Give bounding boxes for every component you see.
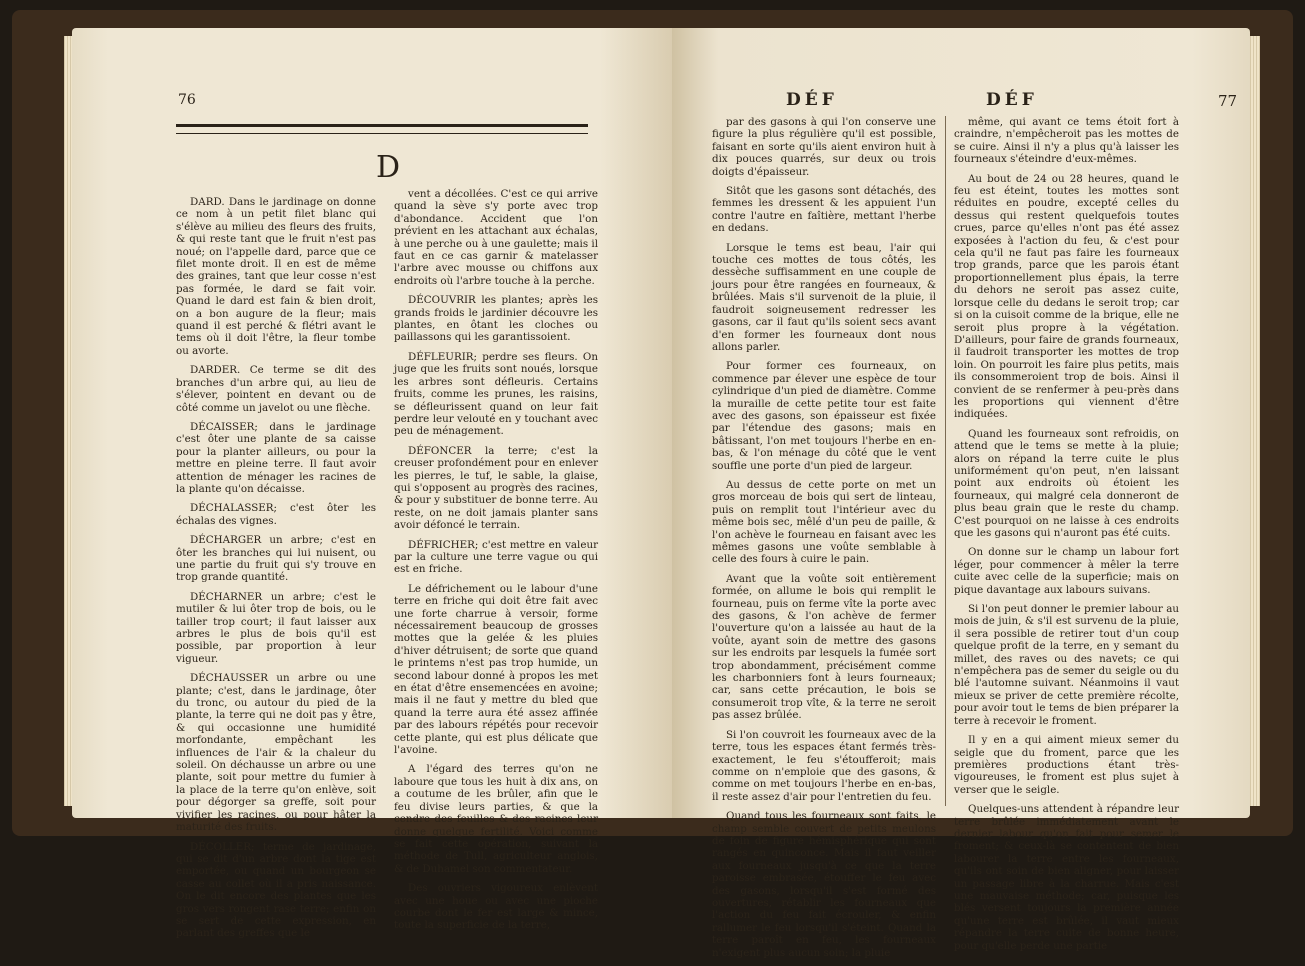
paragraph: DÉFLEURIR; perdre ses fleurs. On juge que les fruits sont noués, lorsque les arbres sont défleuris. Certains fruits, comme les prunes, les raisins, se défleurissent quand on leur fait perdre leur velouté en y touchant avec peu de ménagement.	[394, 350, 598, 438]
left-column-1	[176, 196, 376, 947]
paragraph: A l'égard des terres qu'on ne laboure que tous les huit à dix ans, on a coutume de les brûler, afin que le feu divise leurs parties, & que la cendre des feuilles & des racines leur donne quelque fertilité. Voici comme se fait cette opération, suivant la méthode de Tull, agriculteur anglois, & de Duhamel son commentateur.	[394, 763, 598, 875]
paragraph: Quand tous les fourneaux sont faits, le champ semble couvert de petits meulons de foin de figure hémisphérique qui sont rangés en quinconce. Mais il faut veiller aux fourneaux jusqu'à ce que la terre paroisse embrasée, étouffer le feu avec des gasons, lorsqu'il s'est formé des ouvertures, rétablir les fourneaux que l'action du feu fait écrouler, & enfin rallumer le feu lorsqu'il s'éteint. Quand la terre paroît en feu, les fourneaux n'exigent plus aucun soin; la pluie	[712, 810, 936, 959]
section-letter: D	[376, 150, 401, 185]
paragraph: DÉCAISSER; dans le jardinage c'est ôter une plante de sa caisse pour la planter ailleurs, ou pour la mettre en pleine terre. Il faut avoir attention de ménager les racines de la plante qu'on décaisse.	[176, 420, 376, 495]
paragraph: Au bout de 24 ou 28 heures, quand le feu est éteint, toutes les mottes sont réduites en poudre, excepté celles du dessus qui restent quelquefois toutes crues, parce qu'elles n'ont pas été assez exposées à l'action du feu, & c'est pour cela qu'il ne faut pas faire les fourneaux trop grands, parce que les parois étant proportionnellement plus épais, la terre du dehors ne seroit pas assez cuite, lorsque celle du dedans le seroit trop; car si on la cuisoit comme de la brique, elle ne seroit plus propre à la végétation. D'ailleurs, pour faire de grands fourneaux, il faudroit transporter les mottes de trop loin. On pourroit les faire plus petits, mais ils consommeroient trop de bois. Ainsi il convient de se renfermer à peu-près dans les proportions qui viennent d'être indiquées.	[954, 172, 1179, 421]
paragraph: Lorsque le tems est beau, l'air qui touche ces mottes de tous côtés, les dessèche suffisamment en une couple de jours pour être rangées en fourneaux, & brûlées. Mais s'il survenoit de la pluie, il faudroit soigneusement redresser les gasons, car il faut qu'ils soient secs avant d'en former les fourneaux dont nous allons parler.	[712, 241, 936, 353]
right-column-2	[954, 116, 1179, 959]
paragraph: DÉCHAUSSER un arbre ou une plante; c'est, dans le jardinage, ôter du tronc, ou autour du pied de la plante, la terre qui ne doit pas y être, & qui occasionne une humidité morfondante, empêchant les influences de l'air & la chaleur du soleil. On déchausse un arbre ou une plante, soit pour mettre du fumier à la place de la terre qu'on enlève, soit pour dégorger sa greffe, soit pour vivifier les racines, ou pour hâter la maturité des fruits.	[176, 672, 376, 834]
paragraph: DÉFRICHER; c'est mettre en valeur par la culture une terre vague ou qui est en friche.	[394, 538, 598, 576]
paragraph: DÉFONCER la terre; c'est la creuser profondément pour en enlever les pierres, le tuf, le sable, la glaise, qui s'opposent au progrès des racines, & pour y substituer de bonne terre. Au reste, on ne doit jamais planter sans avoir défoncé le terrain.	[394, 444, 598, 532]
paragraph: Avant que la voûte soit entièrement formée, on allume le bois qui remplit le fourneau, puis on ferme vîte la porte avec des gasons, & l'on achève de fermer l'ouverture qu'on a laissée au haut de la voûte, ayant soin de mettre des gasons sur les endroits par lesquels la fumée sort trop abondamment, précisément comme les charbonniers font à leurs fourneaux; car, sans cette précaution, le bois se consumeroit trop vîte, & la terre ne seroit pas assez brûlée.	[712, 572, 936, 722]
page-number-left: 76	[178, 92, 196, 108]
paragraph: Sitôt que les gasons sont détachés, des femmes les dressent & les appuient l'un contre l'autre en faîtière, mettant l'herbe en dedans.	[712, 185, 936, 235]
left-column-2	[394, 188, 598, 939]
header-rule	[176, 124, 588, 134]
running-head-left: DÉF	[786, 90, 838, 110]
paragraph: DARD. Dans le jardinage on donne ce nom à un petit filet blanc qui s'élève au milieu des fleurs des fruits, & qui reste tant que le fruit n'est pas noué; on l'appelle dard, parce que ce filet monte droit. Il en est de même des graines, tant que leur cosse n'est pas formée, le dard se fait voir. Quand le dard est fain & bien droit, on a bon augure de la fleur; mais quand il est perché & flétri avant le tems où il doit l'être, la fleur tombe ou avorte.	[176, 196, 376, 357]
paragraph: DÉCHARNER un arbre; c'est le mutiler & lui ôter trop de bois, ou le tailler trop court; il faut laisser aux arbres le plus de bois qu'il est possible, par proportion à leur vigueur.	[176, 590, 376, 665]
paragraph: On donne sur le champ un labour fort léger, pour commencer à mêler la terre cuite avec celle de la superficie; mais on pique davantage aux labours suivans.	[954, 546, 1179, 596]
column-divider	[945, 116, 946, 806]
page-number-right: 77	[1218, 92, 1238, 110]
paragraph: vent a décollées. C'est ce qui arrive quand la sève s'y porte avec trop d'abondance. Accident que l'on prévient en les attachant aux échalas, à une perche ou à une gaulette; mais il faut en ce cas garnir & matelasser l'arbre avec mousse ou chiffons aux endroits où l'arbre touche à la perche.	[394, 188, 598, 287]
right-page	[672, 28, 1250, 959]
paragraph: Pour former ces fourneaux, on commence par élever une espèce de tour cylindrique d'un pied de diamètre. Comme la muraille de cette petite tour est faite avec des gasons, son épaisseur est fixée par l'étendue des gasons; mais en bâtissant, l'on met toujours l'herbe en en-bas, & l'on ménage du côté que le vent souffle une porte d'un pied de largeur.	[712, 360, 936, 472]
running-head-right: DÉF	[986, 90, 1038, 110]
open-book	[12, 10, 1293, 959]
right-column-1	[712, 116, 936, 966]
paragraph: Il y en a qui aiment mieux semer du seigle que du froment, parce que les premières productions étant très-vigoureuses, le froment est plus sujet à verser que le seigle.	[954, 734, 1179, 796]
paragraph: Le défrichement ou le labour d'une terre en friche qui doit être fait avec une forte charrue à versoir, forme nécessairement beaucoup de grosses mottes que la gelée & les pluies d'hiver détruisent; de sorte que quand le printems n'est pas trop humide, un second labour donné à propos les met en état d'être ensemencées en avoine; mais il ne faut y mettre du bled que quand la terre aura été assez affinée par des labours répétés pour recevoir cette plante, qui est plus délicate que l'avoine.	[394, 582, 598, 757]
paragraph: DÉCOUVRIR les plantes; après les grands froids le jardinier découvre les plantes, en ôtant les cloches ou paillassons qui les garantissoient.	[394, 294, 598, 344]
paragraph: DÉCHALASSER; c'est ôter les échalas des vignes.	[176, 502, 376, 527]
page-edges-right	[1250, 36, 1260, 806]
paragraph: Au dessus de cette porte on met un gros morceau de bois qui sert de linteau, puis on remplit tout l'intérieur avec du même bois sec, mêlé d'un peu de paille, & l'on achève le fourneau en faisant avec les mêmes gasons une voûte semblable à celle des fours à cuire le pain.	[712, 478, 936, 566]
paragraph: Quand les fourneaux sont refroidis, on attend que le tems se mette à la pluie; alors on répand la terre cuite le plus uniformément qu'on peut, n'en laissant point aux endroits où étoient les fourneaux, qui malgré cela donneront de plus beau grain que le reste du champ. C'est pourquoi on ne laisse à ces endroits que les gasons qui n'auront pas été cuits.	[954, 427, 1179, 539]
paragraph: Quelques-uns attendent à répandre leur terre brûlée immédiatement avant le dernier labour qu'on fait pour semer le froment; & ceux-là se contentent de bien labourer la terre entre les fourneaux, qu'ils ont soin de bien aligner, pour laisser un passage libre à la charrue. Mais c'est une mauvaise méthode; car, puisque les blés versent toujours la première année qu'une terre est brûlée, il vaut mieux répandre la terre cuite de bonne heure, pour qu'elle perde une partie	[954, 803, 1179, 952]
paragraph: Si l'on couvroit les fourneaux avec de la terre, tous les espaces étant fermés très-exactement, le feu s'étoufferoit; mais comme on n'emploie que des gasons, & comme on met toujours l'herbe en en-bas, il reste assez d'air pour l'entretien du feu.	[712, 728, 936, 803]
paragraph: par des gasons à qui l'on conserve une figure la plus régulière qu'il est possible, faisant en sorte qu'ils aient environ huit à dix pouces quarrés, sur deux ou trois doigts d'épaisseur.	[712, 116, 936, 178]
paragraph: DÉCOLLER; terme de jardinage, qui se dit d'un arbre dont la tige est emportée, ou quand un bourgeon se casse au collet où il a pris naissance. On le dit encore des plantes que les gros vers rongent rase terre; enfin on se sert de cette expression, en parlant des greffes que le	[176, 840, 376, 940]
paragraph: DÉCHARGER un arbre; c'est en ôter les branches qui lui nuisent, ou une partie du fruit qui s'y trouve en trop grande quantité.	[176, 534, 376, 584]
paragraph: même, qui avant ce tems étoit fort à craindre, n'empêcheroit pas les mottes de se cuire. Ainsi il n'y a plus qu'à laisser les fourneaux s'éteindre d'eux-mêmes.	[954, 116, 1179, 166]
left-page	[72, 28, 672, 940]
paragraph: DARDER. Ce terme se dit des branches d'un arbre qui, au lieu de s'élever, pointent en devant ou de côté comme un javelot ou une flèche.	[176, 364, 376, 414]
paragraph: Si l'on peut donner le premier labour au mois de juin, & s'il est survenu de la pluie, il sera possible de retirer tout d'un coup quelque profit de la terre, en y semant du millet, des raves ou des navets; ce qui n'empêchera pas de semer du seigle ou du blé l'automne suivant. Néanmoins il vaut mieux se priver de cette première récolte, pour avoir tout le tems de bien préparer la terre à recevoir le froment.	[954, 603, 1179, 727]
paragraph: Des ouvriers vigoureux enlèvent avec une houe ou avec une pioche courbe dont le fer est large & mince, toute la superficie de la terre,	[394, 882, 598, 932]
